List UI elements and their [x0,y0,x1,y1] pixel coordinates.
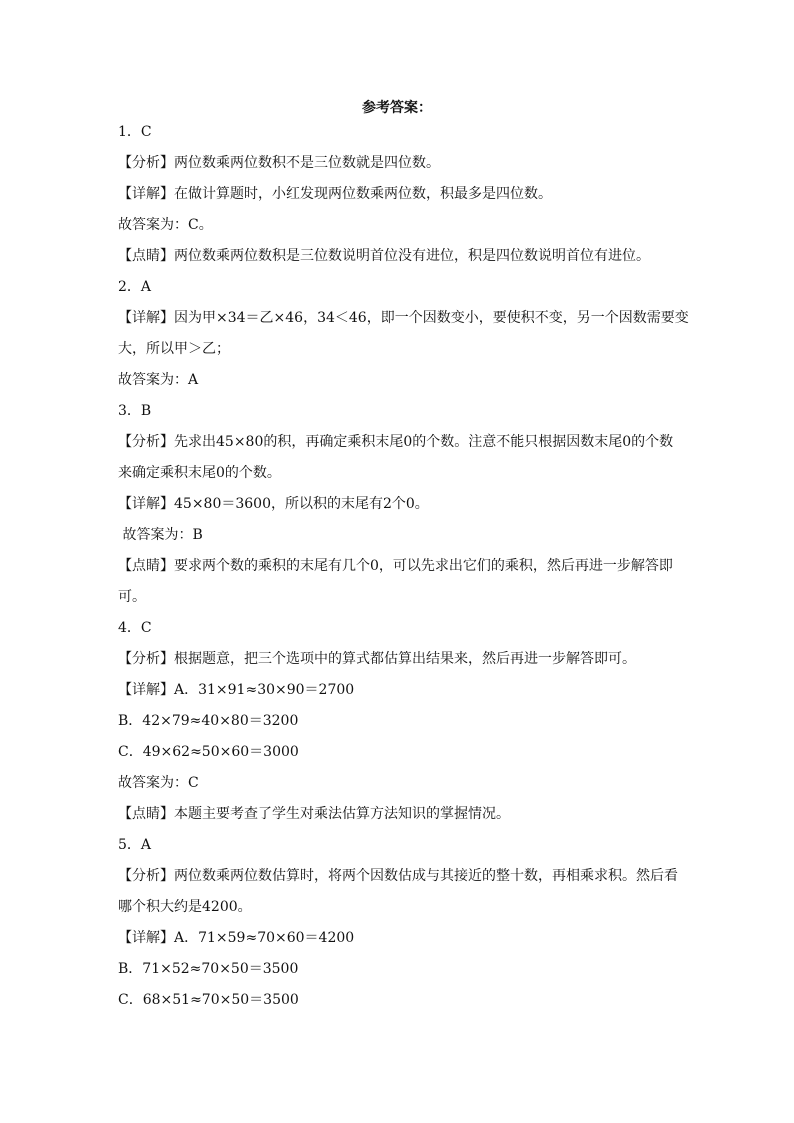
detail-line: 大，所以甲＞乙； [118,341,230,357]
detail-line: 【详解】A．71×59≈70×60＝4200 [118,930,355,946]
detail-line: 【详解】A．31×91≈30×90＝2700 [118,682,355,698]
answer-number: 2．A [118,279,152,295]
analysis-line: 【分析】根据题意，把三个选项中的算式都估算出结果来，然后再进一步解答即可。 [118,651,636,667]
detail-line: C．68×51≈70×50＝3500 [118,992,299,1008]
detail-line: C．49×62≈50×60＝3000 [118,744,299,760]
analysis-line: 【分析】先求出45×80的积，再确定乘积末尾0的个数。注意不能只根据因数末尾0的个数 [118,434,674,450]
answer-number: 4．C [118,620,152,636]
answer-line: 故答案为：C [118,775,199,791]
answer-number: 5．A [118,837,152,853]
analysis-line: 【分析】两位数乘两位数估算时，将两个因数估成与其接近的整十数，再相乘求积。然后看 [118,868,678,884]
answer-line: 故答案为：C。 [118,217,213,233]
detail-line: 【详解】因为甲×34＝乙×46，34＜46，即一个因数变小，要使积不变，另一个因数需要变 [118,310,689,326]
analysis-line: 【分析】两位数乘两位数积不是三位数就是四位数。 [118,155,440,171]
analysis-line: 哪个积大约是4200。 [118,899,252,915]
comment-line: 【点睛】要求两个数的乘积的末尾有几个0，可以先求出它们的乘积，然后再进一步解答即 [118,558,673,574]
comment-line: 可。 [118,589,146,605]
answer-number: 1．C [118,124,152,140]
detail-line: 【详解】在做计算题时，小红发现两位数乘两位数，积最多是四位数。 [118,186,552,202]
answer-line: 故答案为：A [118,372,199,388]
analysis-line: 来确定乘积末尾0的个数。 [118,465,281,481]
answer-line: 故答案为：B [118,527,203,543]
comment-line: 【点睛】本题主要考查了学生对乘法估算方法知识的掌握情况。 [118,806,510,822]
comment-line: 【点睛】两位数乘两位数积是三位数说明首位没有进位，积是四位数说明首位有进位。 [118,248,650,264]
detail-line: 【详解】45×80＝3600，所以积的末尾有2个0。 [118,496,429,512]
detail-line: B．42×79≈40×80＝3200 [118,713,299,729]
answer-number: 3．B [118,403,152,419]
detail-line: B．71×52≈70×50＝3500 [118,961,299,977]
answer-key-title: 参考答案： [362,100,432,116]
